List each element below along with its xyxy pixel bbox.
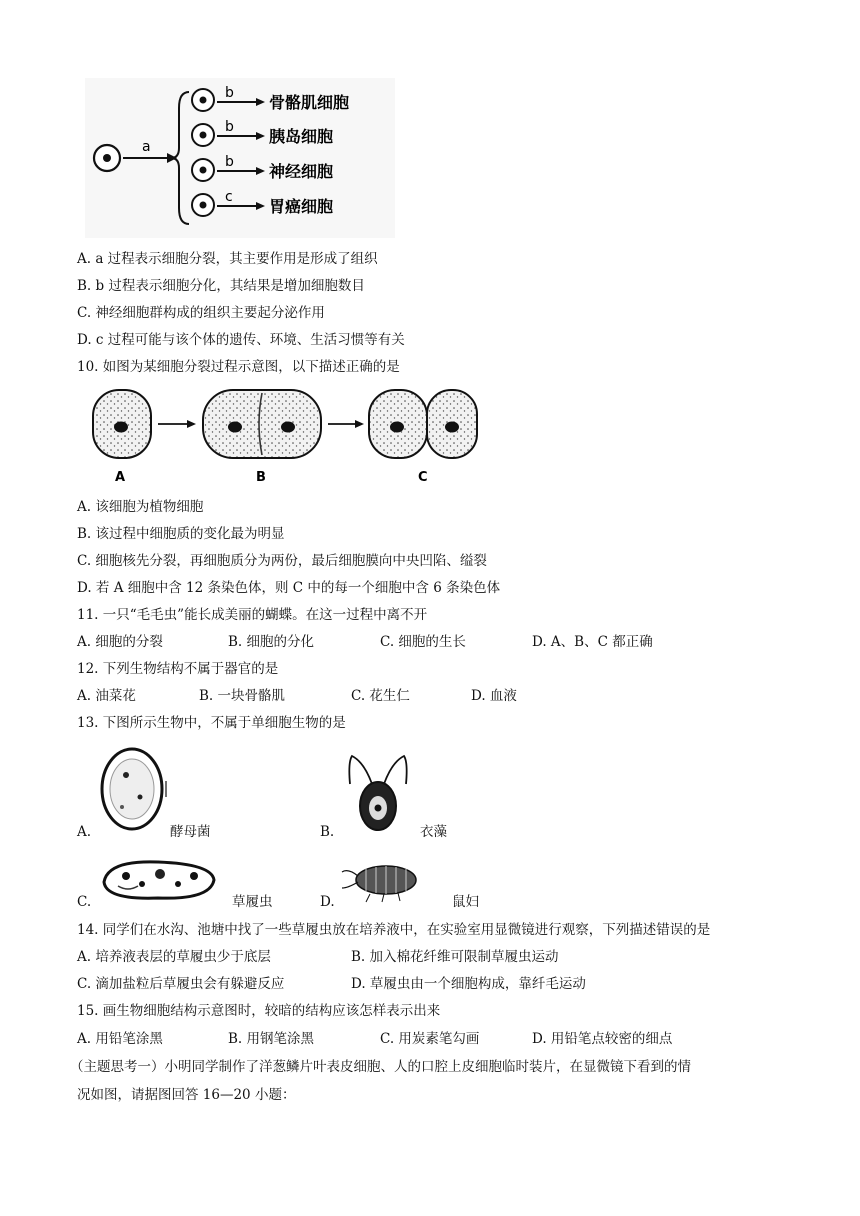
q12-option-a: A. 油菜花 — [77, 688, 136, 704]
svg-text:A: A — [115, 470, 126, 485]
q10-option-b: B. 该过程中细胞质的变化最为明显 — [77, 526, 285, 542]
q11-option-c: C. 细胞的生长 — [380, 634, 466, 650]
svg-text:b: b — [225, 85, 234, 101]
q13-stem: 13. 下图所示生物中，不属于单细胞生物的是 — [77, 715, 346, 731]
q9-option-b: B. b 过程表示细胞分化，其结果是增加细胞数目 — [77, 278, 365, 294]
svg-text:c: c — [225, 189, 233, 205]
q10-stem: 10. 如图为某细胞分裂过程示意图，以下描述正确的是 — [77, 359, 400, 375]
svg-text:b: b — [225, 154, 234, 170]
svg-text:C: C — [418, 470, 428, 485]
q14-option-d: D. 草履虫由一个细胞构成，靠纤毛运动 — [351, 976, 586, 992]
q13-option-b-letter: B. — [320, 824, 335, 840]
svg-text:a: a — [142, 139, 151, 155]
q13-option-d-name: 鼠妇 — [452, 894, 479, 910]
cell-stage-a — [93, 390, 151, 485]
q10-option-c: C. 细胞核先分裂，再细胞质分为两份，最后细胞膜向中央凹陷、缢裂 — [77, 553, 487, 569]
q12-option-c: C. 花生仁 — [351, 688, 410, 704]
q14-option-a: A. 培养液表层的草履虫少于底层 — [77, 949, 271, 965]
yeast-image — [96, 745, 176, 835]
cell-stage-b — [203, 390, 321, 485]
svg-text:B: B — [256, 470, 266, 485]
woodlouse-image — [340, 858, 422, 904]
arrow-b-to-c — [328, 420, 364, 428]
q9-option-d: D. c 过程可能与该个体的遗传、环境、生活习惯等有关 — [77, 332, 405, 348]
svg-text:骨骼肌细胞: 骨骼肌细胞 — [269, 93, 350, 112]
q15-option-c: C. 用炭素笔勾画 — [380, 1031, 480, 1047]
q13-option-a-name: 酵母菌 — [170, 824, 211, 840]
theme-intro-line-1: （主题思考一）小明同学制作了洋葱鳞片叶表皮细胞、人的口腔上皮细胞临时装片，在显微镜下看到的情 — [70, 1059, 691, 1075]
q12-stem: 12. 下列生物结构不属于器官的是 — [77, 661, 279, 677]
q9-option-c: C. 神经细胞群构成的组织主要起分泌作用 — [77, 305, 325, 321]
q15-option-d: D. 用铅笔点较密的细点 — [532, 1031, 673, 1047]
q13-option-c-name: 草履虫 — [232, 894, 273, 910]
svg-text:神经细胞: 神经细胞 — [269, 162, 334, 181]
q10-option-a: A. 该细胞为植物细胞 — [77, 499, 204, 515]
arrow-a-to-b — [158, 420, 196, 428]
q13-option-a-letter: A. — [77, 824, 92, 840]
q11-option-a: A. 细胞的分裂 — [77, 634, 163, 650]
q11-stem: 11. 一只“毛毛虫”能长成美丽的蝴蝶。在这一过程中离不开 — [77, 607, 428, 623]
svg-text:b: b — [225, 119, 234, 135]
svg-text:胰岛细胞: 胰岛细胞 — [269, 127, 334, 146]
q13-option-b-name: 衣藻 — [420, 824, 447, 840]
cell-stage-c — [369, 390, 477, 485]
chlamydomonas-image — [342, 748, 414, 838]
q15-stem: 15. 画生物细胞结构示意图时，较暗的结构应该怎样表示出来 — [77, 1003, 441, 1019]
q14-option-b: B. 加入棉花纤维可限制草履虫运动 — [351, 949, 559, 965]
cell-division-diagram — [88, 385, 488, 485]
q13-option-c-letter: C. — [77, 894, 92, 910]
q11-option-d: D. A、B、C 都正确 — [532, 634, 653, 650]
q14-stem: 14. 同学们在水沟、池塘中找了一些草履虫放在培养液中，在实验室用显微镜进行观察，下列描述错误的是 — [77, 922, 711, 938]
paramecium-image — [98, 856, 218, 904]
q9-option-a: A. a 过程表示细胞分裂，其主要作用是形成了组织 — [77, 251, 378, 267]
q15-option-a: A. 用铅笔涂黑 — [77, 1031, 163, 1047]
q12-option-b: B. 一块骨骼肌 — [199, 688, 286, 704]
svg-text:胃癌细胞: 胃癌细胞 — [269, 197, 334, 216]
cell-differentiation-diagram — [85, 78, 395, 238]
theme-intro-line-2: 况如图，请据图回答 16—20 小题： — [77, 1087, 296, 1103]
q13-option-d-letter: D. — [320, 894, 335, 910]
q14-option-c: C. 滴加盐粒后草履虫会有躲避反应 — [77, 976, 285, 992]
origin-cell — [94, 145, 120, 171]
q12-option-d: D. 血液 — [471, 688, 517, 704]
q11-option-b: B. 细胞的分化 — [228, 634, 315, 650]
q15-option-b: B. 用钢笔涂黑 — [228, 1031, 315, 1047]
q10-option-d: D. 若 A 细胞中含 12 条染色体，则 C 中的每一个细胞中含 6 条染色体 — [77, 580, 501, 596]
